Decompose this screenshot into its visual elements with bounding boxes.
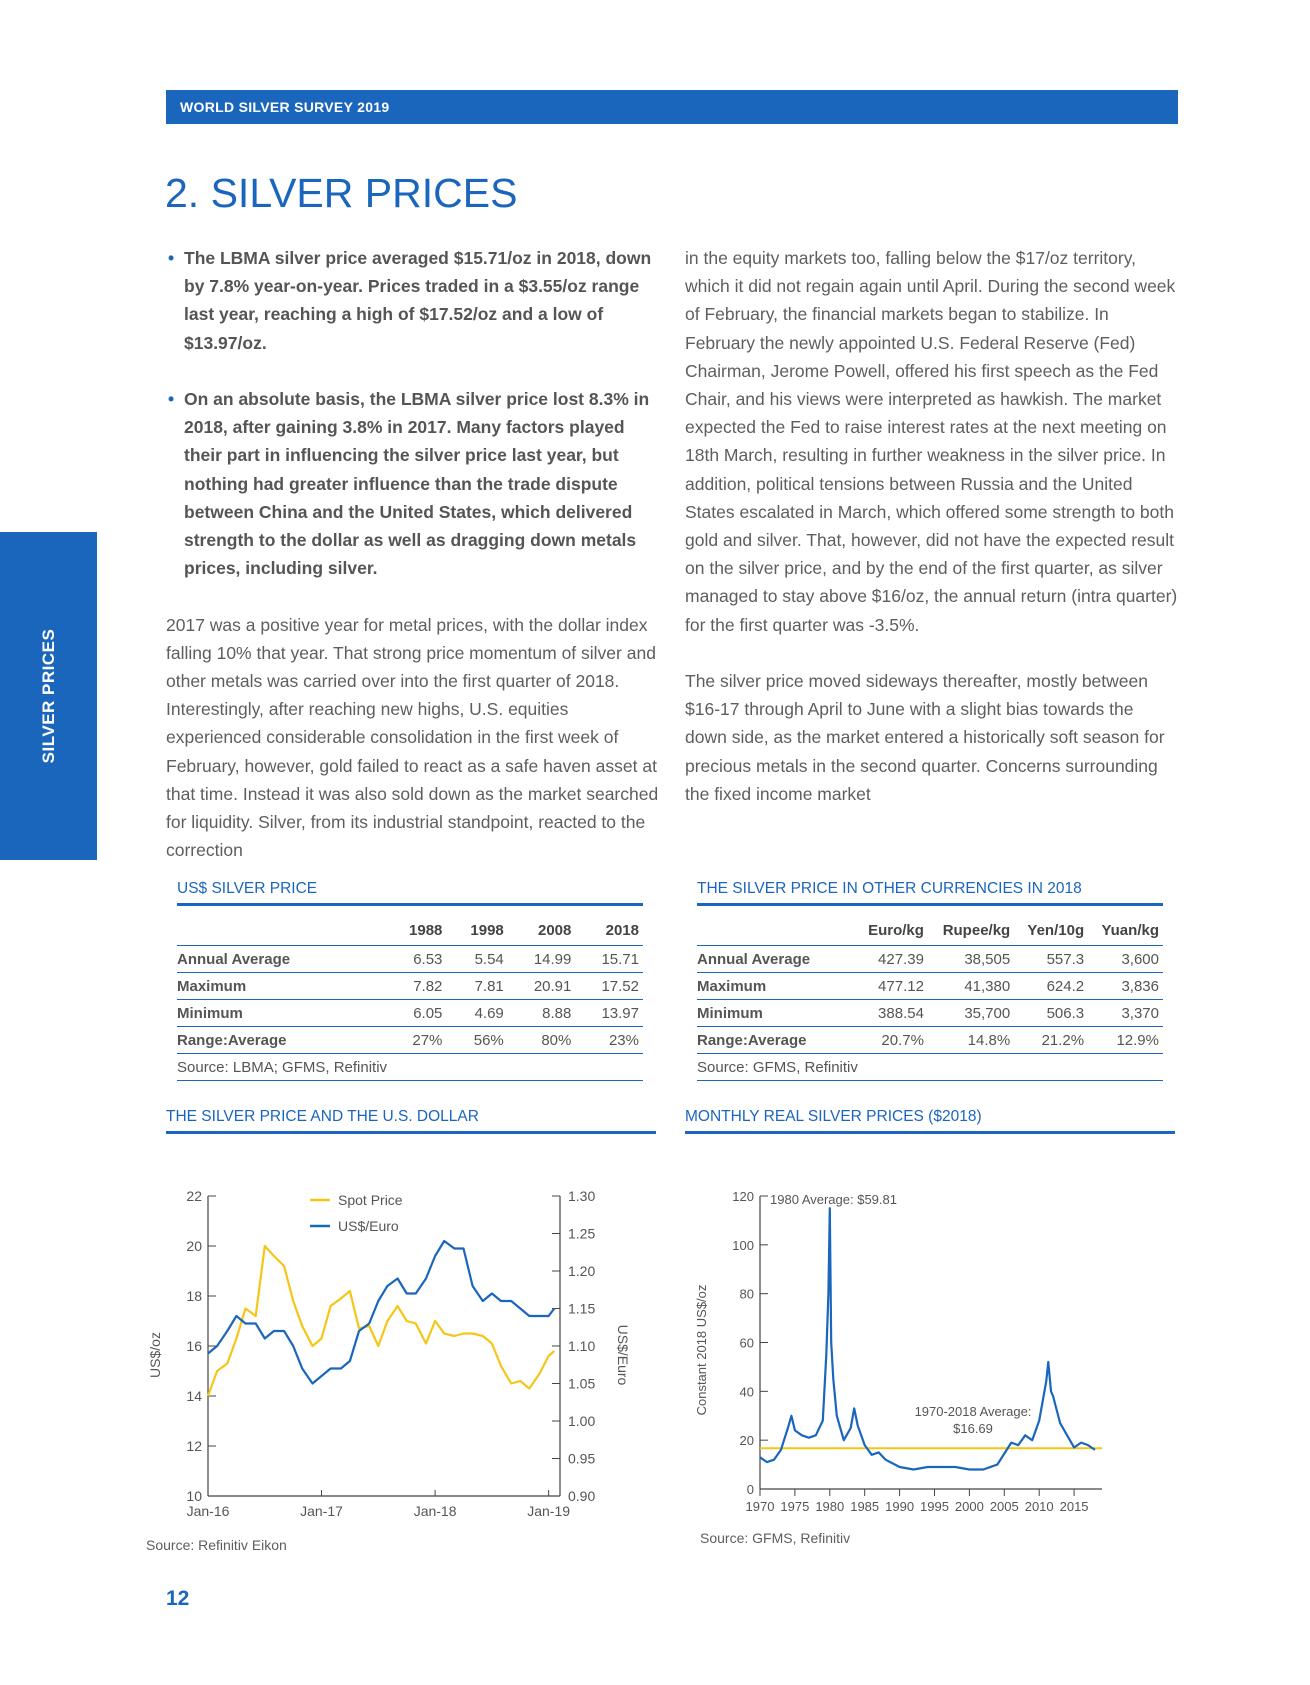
table-source: Source: GFMS, Refinitiv (697, 1054, 1163, 1081)
table-cell: 388.54 (855, 1000, 928, 1027)
usd-price-table (177, 915, 643, 1081)
table-row (697, 973, 1163, 1000)
side-section-label: SILVER PRICES (38, 628, 58, 764)
table-cell: 7.81 (446, 973, 507, 1000)
chart1-ytick-label: 14 (186, 1388, 202, 1404)
table-source-row (697, 1054, 1163, 1081)
chart2-xtick-label: 2005 (989, 1499, 1019, 1514)
table-row (697, 946, 1163, 973)
average-value-label: $16.69 (953, 1421, 993, 1436)
chart2-xtick-label: 1970 (745, 1499, 775, 1514)
table-cell: 56% (446, 1027, 507, 1054)
chart2-annotation: 1980 Average: $59.81 (770, 1192, 897, 1207)
header-cell: 1998 (446, 915, 507, 946)
header-cell: Yen/10g (1014, 915, 1088, 946)
chart1-legend (310, 1192, 403, 1234)
page-number: 12 (166, 1587, 190, 1610)
key-point: • On an absolute basis, the LBMA silver price lost 8.3% in 2018, after gaining 3.8% in 2017. Many factors played their part in influencing the silver price last year, but nothing had greater influence than the trade dispute between China and the United States, which delivered strength to the dollar as well as dragging down metals prices, including silver. (166, 385, 666, 582)
row-label: Range:Average (697, 1027, 855, 1054)
legend-label-usdeuro: US$/Euro (338, 1218, 399, 1234)
table-cell: 12.9% (1088, 1027, 1163, 1054)
chart1-ytick-label: 18 (186, 1288, 202, 1304)
table-cell: 27% (385, 1027, 446, 1054)
table-row (697, 1027, 1163, 1054)
chart1-axes (186, 1188, 595, 1519)
chart2-ytick-label: 40 (739, 1384, 754, 1400)
chart1-ytick-label: 12 (186, 1438, 202, 1454)
table-header-row (697, 915, 1163, 946)
chart2-axes (732, 1189, 1102, 1514)
chart1-series (208, 1241, 554, 1396)
chart2-xtick-label: 1990 (885, 1499, 915, 1514)
table-cell: 17.52 (575, 973, 643, 1000)
chart1-ytick-label: 20 (186, 1238, 202, 1254)
table-cell: 15.71 (575, 946, 643, 973)
row-label: Maximum (177, 973, 385, 1000)
report-header: WORLD SILVER SURVEY 2019 (166, 90, 1178, 124)
key-points-list (166, 244, 666, 582)
real-silver-price-chart (690, 1180, 1170, 1535)
table-cell: 6.05 (385, 1000, 446, 1027)
table-cell: 3,836 (1088, 973, 1163, 1000)
table-cell: 4.69 (446, 1000, 507, 1027)
chart1-source: Source: Refinitiv Eikon (146, 1537, 287, 1553)
header-cell (177, 915, 385, 946)
text-column-left (166, 244, 666, 893)
row-label: Range:Average (177, 1027, 385, 1054)
table-cell: 23% (575, 1027, 643, 1054)
silver-vs-dollar-chart (140, 1180, 660, 1535)
chart2-xtick-label: 2000 (954, 1499, 984, 1514)
legend-label-spot: Spot Price (338, 1192, 403, 1208)
chart1-y2tick-label: 1.30 (568, 1188, 596, 1204)
table-cell: 13.97 (575, 1000, 643, 1027)
table-source-row (177, 1054, 643, 1081)
body-paragraph: in the equity markets too, falling below the $17/oz territory, which it did not regain again until April. During the second week of February, the financial markets began to stabilize. In February the newly appointed U.S. Federal Reserve (Fed) Chairman, Jerome Powell, offered his first speech as the Fed Chair, and his views were interpreted as hawkish. The market expected the Fed to raise interest rates at the next meeting on 18th March, resulting in further weakness in the silver price. In addition, political tensions between Russia and the United States escalated in March, which offered some strength to both gold and silver. That, however, did not have the expected result on the silver price, and by the end of the first quarter, as silver managed to stay above $16/oz, the annual return (intra quarter) for the first quarter was -3.5%. (685, 248, 1178, 635)
chart1-xtick-label: Jan-17 (300, 1503, 343, 1519)
chart2-rule (685, 1131, 1175, 1134)
chart2-ytick-label: 20 (739, 1433, 754, 1449)
table-row (177, 973, 643, 1000)
chart1-y2tick-label: 1.00 (568, 1413, 596, 1429)
chart1-y2label: US$/Euro (615, 1324, 631, 1386)
side-section-tab (0, 532, 97, 860)
table-cell: 8.88 (508, 1000, 576, 1027)
table-header-row (177, 915, 643, 946)
body-paragraph: 2017 was a positive year for metal prices, with the dollar index falling 10% that year. That strong price momentum of silver and other metals was carried over into the first quarter of 2018. Interestingly, after reaching new highs, U.S. equities experienced considerable consolidation in the first week of February, however, gold failed to react as a safe haven asset at that time. Instead it was also sold down as the market searched for liquidity. Silver, from its industrial standpoint, reacted to the correction (166, 614, 659, 861)
chart2-series (760, 1208, 1102, 1469)
table-cell: 427.39 (855, 946, 928, 973)
usd-table-title: US$ SILVER PRICE (177, 880, 318, 897)
key-point: • The LBMA silver price averaged $15.71/oz in 2018, down by 7.8% year-on-year. Prices traded in a $3.55/oz range last year, reaching a high of $17.52/oz and a low of $13.97/oz. (166, 244, 666, 357)
chart2-source: Source: GFMS, Refinitiv (700, 1530, 851, 1546)
chart1-y2tick-label: 1.15 (568, 1300, 596, 1317)
body-paragraph: The silver price moved sideways thereafter, mostly between $16-17 through April to June with a slight bias towards the down side, as the market entered a historically soft season for precious metals in the second quarter. Concerns surrounding the fixed income market (685, 671, 1165, 804)
table-row (697, 1000, 1163, 1027)
chart1-ylabel: US$/oz (147, 1332, 163, 1378)
table-cell: 38,505 (928, 946, 1014, 973)
chart2-ytick-label: 120 (732, 1189, 754, 1204)
table-cell: 557.3 (1014, 946, 1088, 973)
chart2-title: MONTHLY REAL SILVER PRICES ($2018) (685, 1108, 982, 1125)
average-label: 1970-2018 Average: (914, 1404, 1032, 1419)
header-cell: 2008 (508, 915, 576, 946)
chart1-y2tick-label: 0.90 (568, 1488, 596, 1504)
real-price-line (760, 1208, 1095, 1469)
chart2-xtick-label: 1980 (815, 1499, 845, 1514)
chart1-y2tick-label: 0.95 (568, 1450, 596, 1467)
usd-euro-line (208, 1241, 554, 1384)
table-row (177, 946, 643, 973)
table-cell: 3,370 (1088, 1000, 1163, 1027)
header-cell: Euro/kg (855, 915, 928, 946)
chart1-y2tick-label: 1.20 (568, 1263, 596, 1279)
chart1-ytick-label: 22 (186, 1188, 202, 1204)
page-title: 2. SILVER PRICES (165, 170, 518, 216)
chart1-rule (166, 1131, 656, 1134)
row-label: Annual Average (177, 946, 385, 973)
table-cell: 21.2% (1014, 1027, 1088, 1054)
text-column-right (685, 244, 1180, 836)
table-cell: 35,700 (928, 1000, 1014, 1027)
chart2-ytick-label: 100 (732, 1237, 754, 1253)
table-cell: 14.99 (508, 946, 576, 973)
table-cell: 80% (508, 1027, 576, 1054)
row-label: Annual Average (697, 946, 855, 973)
table-cell: 6.53 (385, 946, 446, 973)
chart2-ylabel: Constant 2018 US$/oz (694, 1284, 709, 1416)
chart2-ytick-label: 0 (746, 1482, 754, 1497)
row-label: Minimum (697, 1000, 855, 1027)
table-cell: 5.54 (446, 946, 507, 973)
chart2-xtick-label: 2015 (1059, 1499, 1089, 1514)
chart1-y2tick-label: 1.25 (568, 1225, 596, 1242)
chart2-xtick-label: 1985 (850, 1499, 880, 1514)
chart2-xtick-label: 1995 (920, 1499, 949, 1514)
spot-price-line (208, 1246, 554, 1396)
table-row (177, 1000, 643, 1027)
chart1-title: THE SILVER PRICE AND THE U.S. DOLLAR (166, 1108, 479, 1125)
fx-table-title: THE SILVER PRICE IN OTHER CURRENCIES IN 2018 (697, 880, 1082, 897)
table-cell: 3,600 (1088, 946, 1163, 973)
table-source: Source: LBMA; GFMS, Refinitiv (177, 1054, 643, 1081)
fx-price-table (697, 915, 1163, 1081)
table-cell: 477.12 (855, 973, 928, 1000)
header-cell: Rupee/kg (928, 915, 1014, 946)
row-label: Maximum (697, 973, 855, 1000)
chart2-xtick-label: 2010 (1024, 1499, 1054, 1514)
chart2-xtick-label: 1975 (780, 1499, 810, 1514)
chart1-ytick-label: 10 (186, 1488, 202, 1504)
table-cell: 41,380 (928, 973, 1014, 1000)
header-cell: 2018 (575, 915, 643, 946)
table-cell: 20.91 (508, 973, 576, 1000)
table-cell: 624.2 (1014, 973, 1088, 1000)
chart1-y2tick-label: 1.05 (568, 1375, 596, 1392)
fx-table-rule (697, 903, 1163, 906)
chart1-y2tick-label: 1.10 (568, 1338, 596, 1354)
row-label: Minimum (177, 1000, 385, 1027)
chart2-ytick-label: 60 (739, 1335, 754, 1351)
chart1-ytick-label: 16 (186, 1338, 202, 1354)
header-cell: 1988 (385, 915, 446, 946)
chart1-xtick-label: Jan-16 (186, 1503, 230, 1519)
chart2-ytick-label: 80 (739, 1286, 754, 1302)
chart1-xtick-label: Jan-18 (413, 1503, 457, 1519)
table-cell: 506.3 (1014, 1000, 1088, 1027)
table-row (177, 1027, 643, 1054)
usd-table-rule (177, 903, 643, 906)
header-cell: Yuan/kg (1088, 915, 1163, 946)
chart1-xtick-label: Jan-19 (527, 1503, 571, 1519)
table-cell: 7.82 (385, 973, 446, 1000)
header-cell (697, 915, 855, 946)
table-cell: 14.8% (928, 1027, 1014, 1054)
table-cell: 20.7% (855, 1027, 928, 1054)
